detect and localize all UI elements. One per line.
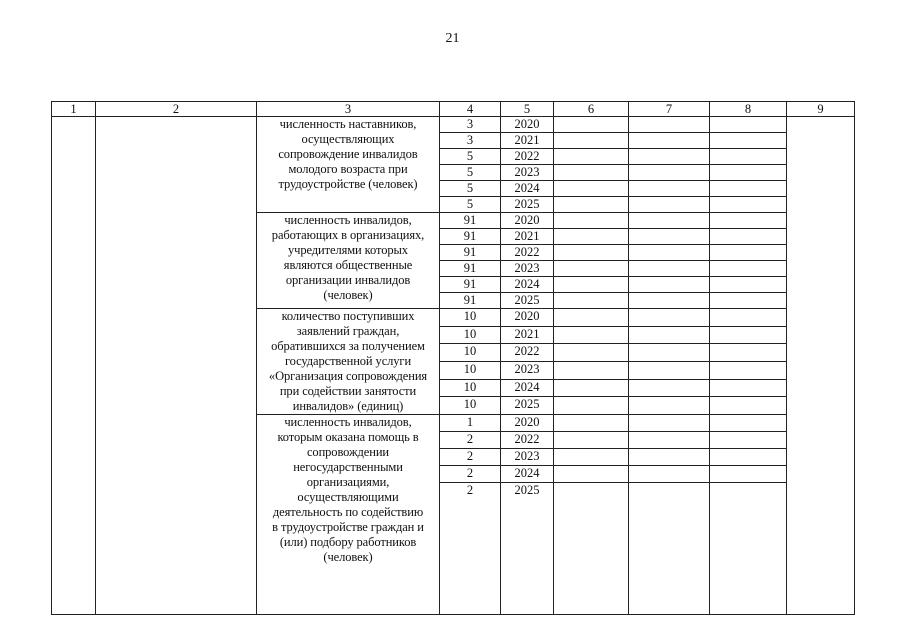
indicator-name-line: осуществляющими xyxy=(297,490,399,504)
year-cell: 2022 xyxy=(501,432,554,449)
col-8-cell xyxy=(710,117,787,133)
indicator-name-line: молодого возраста при xyxy=(288,162,408,176)
col-7-cell xyxy=(629,379,710,397)
col-6-cell xyxy=(554,117,629,133)
col-7-cell xyxy=(629,213,710,229)
year-cell: 2023 xyxy=(501,361,554,379)
col-7-cell xyxy=(629,466,710,483)
indicator-name-line: негосударственными xyxy=(293,460,403,474)
indicator-name-cell xyxy=(257,415,440,615)
col-6-cell xyxy=(554,181,629,197)
year-cell: 2023 xyxy=(501,261,554,277)
col-8-cell xyxy=(710,181,787,197)
col-6-cell xyxy=(554,197,629,213)
col-6-cell xyxy=(554,133,629,149)
year-cell: 2022 xyxy=(501,245,554,261)
col-8-cell xyxy=(710,432,787,449)
value-cell: 2 xyxy=(440,466,501,483)
indicator-name-line: численность инвалидов, xyxy=(284,213,412,227)
column-header-1: 1 xyxy=(52,102,96,117)
indicator-name-line: являются общественные xyxy=(283,258,413,272)
col-6-cell xyxy=(554,261,629,277)
indicator-name-line: (или) подбору работников xyxy=(279,535,417,549)
col-1-cell xyxy=(52,117,96,615)
indicator-name-line: учредителями которых xyxy=(288,243,408,257)
value-cell: 2 xyxy=(440,432,501,449)
col-8-cell xyxy=(710,466,787,483)
col-8-cell xyxy=(710,149,787,165)
indicator-name-cell xyxy=(257,117,440,213)
year-cell: 2023 xyxy=(501,449,554,466)
col-7-cell xyxy=(629,261,710,277)
value-cell: 2 xyxy=(440,483,501,615)
year-cell: 2022 xyxy=(501,344,554,362)
indicator-name-line: заявлений граждан, xyxy=(296,324,400,338)
value-cell: 10 xyxy=(440,326,501,344)
indicator-name-line: деятельность по содействию xyxy=(272,505,424,519)
indicator-name-line: трудоустройстве (человек) xyxy=(278,177,418,191)
year-cell: 2024 xyxy=(501,277,554,293)
year-cell: 2022 xyxy=(501,149,554,165)
year-cell: 2021 xyxy=(501,229,554,245)
indicator-name-line: в трудоустройстве граждан и xyxy=(272,520,424,534)
indicator-name-line: (человек) xyxy=(323,288,373,302)
col-7-cell xyxy=(629,415,710,432)
col-7-cell xyxy=(629,449,710,466)
indicator-name-line: которым оказана помощь в xyxy=(277,430,419,444)
value-cell: 91 xyxy=(440,261,501,277)
col-6-cell xyxy=(554,432,629,449)
col-7-cell xyxy=(629,245,710,261)
col-7-cell xyxy=(629,229,710,245)
col-6-cell xyxy=(554,165,629,181)
header-row xyxy=(52,102,855,117)
value-cell: 5 xyxy=(440,165,501,181)
col-8-cell xyxy=(710,133,787,149)
year-cell: 2021 xyxy=(501,326,554,344)
col-9-cell xyxy=(787,117,855,615)
col-6-cell xyxy=(554,277,629,293)
col-8-cell xyxy=(710,229,787,245)
value-cell: 5 xyxy=(440,197,501,213)
indicator-name-line: организациями, xyxy=(306,475,390,489)
value-cell: 91 xyxy=(440,245,501,261)
year-cell: 2023 xyxy=(501,165,554,181)
indicator-name-line: сопровождении xyxy=(306,445,390,459)
value-cell: 91 xyxy=(440,229,501,245)
year-cell: 2020 xyxy=(501,117,554,133)
indicator-name-line: (человек) xyxy=(323,550,373,564)
value-cell: 5 xyxy=(440,149,501,165)
year-cell: 2025 xyxy=(501,293,554,309)
indicator-name-line: при содействии занятости xyxy=(279,384,417,398)
col-6-cell xyxy=(554,449,629,466)
col-6-cell xyxy=(554,213,629,229)
indicator-name-line: инвалидов» (единиц) xyxy=(292,399,404,413)
col-8-cell xyxy=(710,379,787,397)
year-cell: 2025 xyxy=(501,197,554,213)
col-8-cell xyxy=(710,415,787,432)
col-6-cell xyxy=(554,415,629,432)
value-cell: 5 xyxy=(440,181,501,197)
year-cell: 2020 xyxy=(501,309,554,327)
year-cell: 2025 xyxy=(501,397,554,415)
indicator-name-line: осуществляющих xyxy=(301,132,395,146)
value-cell: 91 xyxy=(440,293,501,309)
col-7-cell xyxy=(629,149,710,165)
value-cell: 3 xyxy=(440,117,501,133)
col-7-cell xyxy=(629,361,710,379)
year-cell: 2020 xyxy=(501,213,554,229)
col-7-cell xyxy=(629,277,710,293)
value-cell: 3 xyxy=(440,133,501,149)
column-header-8: 8 xyxy=(710,102,787,117)
col-7-cell xyxy=(629,326,710,344)
indicator-name-cell xyxy=(257,213,440,309)
col-7-cell xyxy=(629,397,710,415)
col-7-cell xyxy=(629,181,710,197)
col-8-cell xyxy=(710,309,787,327)
column-header-2: 2 xyxy=(96,102,257,117)
indicator-name-line: численность наставников, xyxy=(279,117,417,131)
column-header-6: 6 xyxy=(554,102,629,117)
value-cell: 10 xyxy=(440,397,501,415)
column-header-7: 7 xyxy=(629,102,710,117)
col-7-cell xyxy=(629,432,710,449)
indicator-name-line: сопровождение инвалидов xyxy=(278,147,418,161)
col-8-cell xyxy=(710,261,787,277)
year-cell: 2020 xyxy=(501,415,554,432)
value-cell: 2 xyxy=(440,449,501,466)
indicator-name-line: обратившихся за получением xyxy=(271,339,425,353)
indicator-name-line: организации инвалидов xyxy=(285,273,411,287)
col-6-cell xyxy=(554,149,629,165)
col-6-cell xyxy=(554,397,629,415)
col-6-cell xyxy=(554,229,629,245)
col-8-cell xyxy=(710,213,787,229)
col-8-cell xyxy=(710,483,787,615)
col-2-cell xyxy=(96,117,257,615)
value-cell: 1 xyxy=(440,415,501,432)
year-cell: 2021 xyxy=(501,133,554,149)
col-8-cell xyxy=(710,245,787,261)
year-cell: 2024 xyxy=(501,181,554,197)
col-6-cell xyxy=(554,293,629,309)
value-cell: 10 xyxy=(440,344,501,362)
col-7-cell xyxy=(629,344,710,362)
col-7-cell xyxy=(629,117,710,133)
col-7-cell xyxy=(629,165,710,181)
table-row xyxy=(52,117,855,133)
col-6-cell xyxy=(554,466,629,483)
col-8-cell xyxy=(710,397,787,415)
value-cell: 91 xyxy=(440,277,501,293)
col-8-cell xyxy=(710,361,787,379)
col-6-cell xyxy=(554,379,629,397)
value-cell: 91 xyxy=(440,213,501,229)
value-cell: 10 xyxy=(440,309,501,327)
col-7-cell xyxy=(629,197,710,213)
col-6-cell xyxy=(554,326,629,344)
indicator-name-line: «Организация сопровождения xyxy=(268,369,428,383)
col-8-cell xyxy=(710,293,787,309)
col-8-cell xyxy=(710,344,787,362)
indicator-name-cell xyxy=(257,309,440,415)
col-6-cell xyxy=(554,245,629,261)
col-7-cell xyxy=(629,483,710,615)
col-8-cell xyxy=(710,277,787,293)
col-7-cell xyxy=(629,133,710,149)
column-header-4: 4 xyxy=(440,102,501,117)
col-8-cell xyxy=(710,449,787,466)
table-body xyxy=(52,102,855,615)
year-cell: 2025 xyxy=(501,483,554,615)
column-header-9: 9 xyxy=(787,102,855,117)
col-6-cell xyxy=(554,361,629,379)
page-number: 21 xyxy=(445,31,460,46)
value-cell: 10 xyxy=(440,361,501,379)
year-cell: 2024 xyxy=(501,379,554,397)
col-7-cell xyxy=(629,309,710,327)
col-8-cell xyxy=(710,197,787,213)
indicator-name-line: государственной услуги xyxy=(284,354,412,368)
indicator-name-line: количество поступивших xyxy=(281,309,415,323)
column-header-3: 3 xyxy=(257,102,440,117)
col-6-cell xyxy=(554,483,629,615)
indicator-name-line: численность инвалидов, xyxy=(284,415,412,429)
year-cell: 2024 xyxy=(501,466,554,483)
indicators-table xyxy=(51,101,855,615)
column-header-5: 5 xyxy=(501,102,554,117)
col-6-cell xyxy=(554,344,629,362)
col-7-cell xyxy=(629,293,710,309)
col-8-cell xyxy=(710,326,787,344)
col-6-cell xyxy=(554,309,629,327)
value-cell: 10 xyxy=(440,379,501,397)
col-8-cell xyxy=(710,165,787,181)
indicator-name-line: работающих в организациях, xyxy=(271,228,425,242)
